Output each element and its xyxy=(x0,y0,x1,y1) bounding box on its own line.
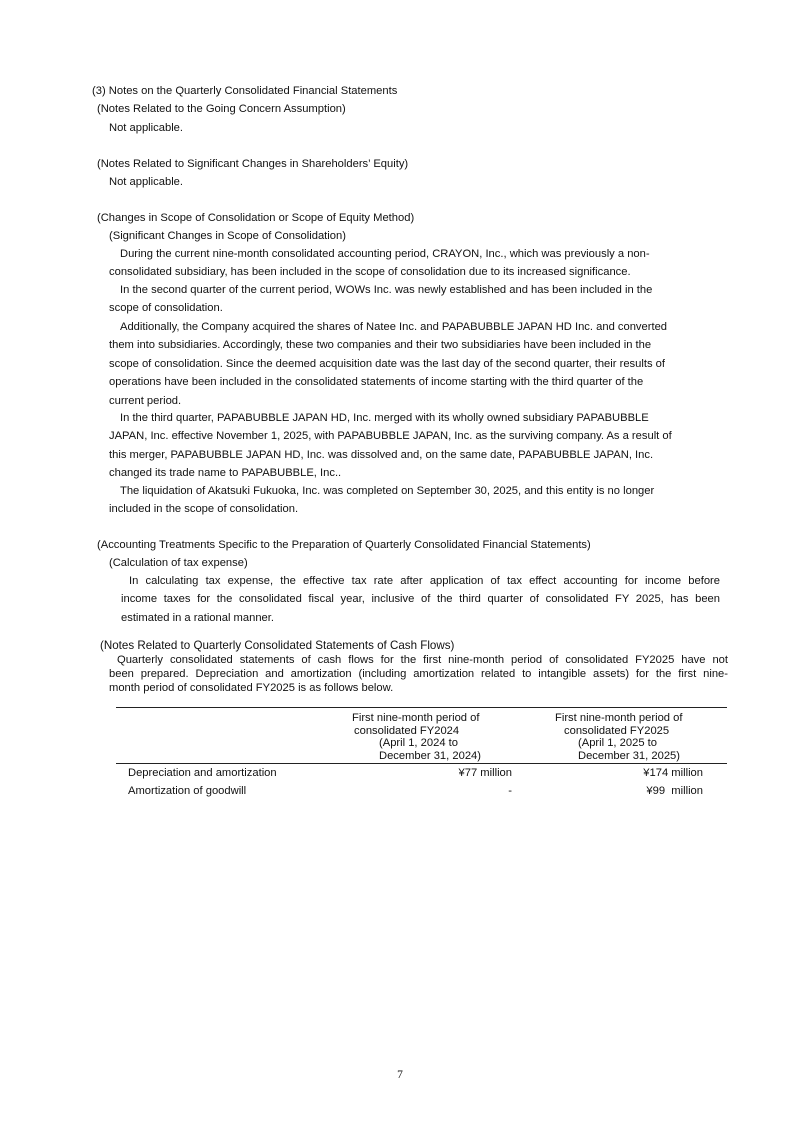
row-value-fy2024: - xyxy=(508,785,512,798)
scope-paragraph-1: During the current nine-month consolidated accounting period, CRAYON, Inc., which was previously a non- consolidated subsidiary, has been included in the scope of consolidation due to its increased significance. xyxy=(109,248,650,279)
table-row xyxy=(116,782,727,800)
header-fy2025: First nine-month period of consolidated FY2025 (April 1, 2025 to December 31, 2025) xyxy=(555,712,683,762)
row-label: Depreciation and amortization xyxy=(128,767,277,780)
cash-flows-paragraph: Quarterly consolidated statements of cash flows for the first nine-month period of consolidated FY2025 have not been prepared. Depreciation and amortization (including amortization related to intangible assets) for the first nine- month period of consolidated FY2025 is as follows below. xyxy=(109,654,728,695)
equity-changes-heading: (Notes Related to Significant Changes in Shareholders’ Equity) xyxy=(97,158,409,170)
table-header-row xyxy=(116,708,727,764)
row-value-fy2025: ¥99 million xyxy=(646,785,703,798)
scope-paragraph-3: Additionally, the Company acquired the shares of Natee Inc. and PAPABUBBLE JAPAN HD Inc. and converted them into subsidiaries. Accordingly, these two companies and their two subsidiaries have been included in the scope of consolidation. Since the deemed acquisition date was the last day of the second quarter, their results of operations have been included in the consolidated statements of income starting with the third quarter of the current period. xyxy=(109,321,668,407)
section-title: (3) Notes on the Quarterly Consolidated Financial Statements xyxy=(92,85,398,97)
accounting-treatments-heading: (Accounting Treatments Specific to the Preparation of Quarterly Consolidated Financial Statements) xyxy=(97,539,591,551)
going-concern-body: Not applicable. xyxy=(109,122,184,134)
going-concern-heading: (Notes Related to the Going Concern Assumption) xyxy=(97,103,346,115)
cash-flow-table xyxy=(116,707,727,800)
row-value-fy2024: ¥77 million xyxy=(458,767,512,780)
row-label: Amortization of goodwill xyxy=(128,785,247,798)
scope-changes-heading: (Changes in Scope of Consolidation or Scope of Equity Method) xyxy=(97,212,415,224)
scope-changes-subheading: (Significant Changes in Scope of Consolidation) xyxy=(109,230,346,242)
header-fy2024: First nine-month period of consolidated FY2024 (April 1, 2024 to December 31, 2024) xyxy=(352,712,481,762)
header-blank-cell xyxy=(116,708,346,764)
cash-flows-heading: (Notes Related to Quarterly Consolidated Statements of Cash Flows) xyxy=(100,639,455,652)
scope-paragraph-4: In the third quarter, PAPABUBBLE JAPAN HD, Inc. merged with its wholly owned subsidiary PAPABUBBLE JAPAN, Inc. effective November 1, 2025, with PAPABUBBLE JAPAN, Inc. as the surviving company. As a result of this merger, PAPABUBBLE JAPAN HD, Inc. was dissolved and, on the same date, PAPABUBBLE JAPAN, Inc. changed its trade name to PAPABUBBLE, Inc.. xyxy=(109,412,672,480)
row-value-fy2025: ¥174 million xyxy=(643,767,703,780)
scope-paragraph-5: The liquidation of Akatsuki Fukuoka, Inc. was completed on September 30, 2025, and this entity is no longer included in the scope of consolidation. xyxy=(109,485,655,516)
tax-expense-subheading: (Calculation of tax expense) xyxy=(109,557,248,569)
tax-expense-paragraph: In calculating tax expense, the effective tax rate after application of tax effect accounting for income before income taxes for the consolidated fiscal year, inclusive of the third quarter of consolidated FY 2025, has been estimated in a rational manner. xyxy=(121,575,720,624)
equity-changes-body: Not applicable. xyxy=(109,176,184,188)
page-number: 7 xyxy=(397,1069,403,1081)
table-row xyxy=(116,764,727,783)
scope-paragraph-2: In the second quarter of the current period, WOWs Inc. was newly established and has been included in the scope of consolidation. xyxy=(109,284,653,315)
